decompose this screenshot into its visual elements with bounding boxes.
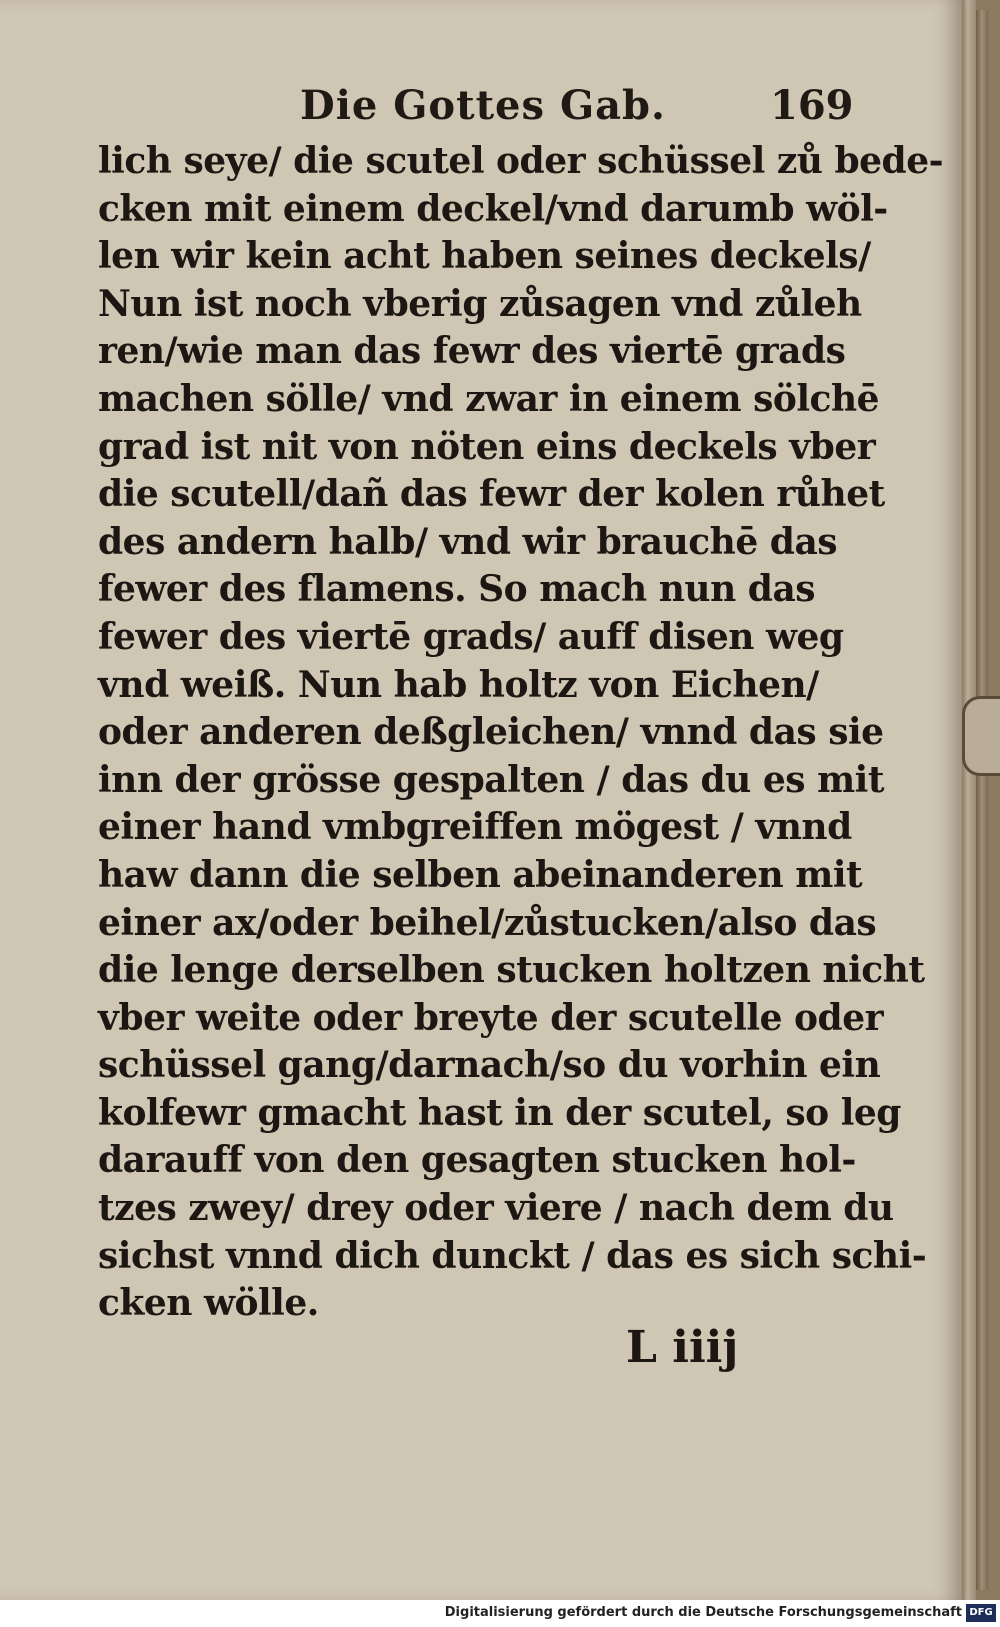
text-line: kolfewr gmacht hast in der scutel, so leg: [98, 1091, 901, 1134]
footer-credit: Digitalisierung gefördert durch die Deutsche Forschungsgemeinschaft: [444, 1605, 962, 1620]
page-number: 169: [770, 82, 854, 129]
book-cover-edge: [976, 10, 988, 1590]
text-line: ren/wie man das fewr des viertē grads: [98, 330, 846, 373]
body-text: [98, 138, 944, 1328]
text-line: tzes zwey/ drey oder viere / nach dem du: [98, 1187, 894, 1230]
signature-mark: L iiij: [626, 1322, 739, 1373]
text-line: einer ax/oder beihel/zůstucken/also das: [98, 901, 877, 944]
running-head: [300, 82, 860, 132]
text-line: cken wölle.: [98, 1282, 319, 1325]
text-line: des andern halb/ vnd wir brauchē das: [98, 520, 838, 563]
text-line: haw dann die selben abeinanderen mit: [98, 853, 863, 896]
text-line: darauff von den gesagten stucken hol-: [98, 1139, 856, 1182]
text-line: oder anderen deßgleichen/ vnnd das sie: [98, 711, 884, 754]
text-line: einer hand vmbgreiffen mögest / vnnd: [98, 806, 852, 849]
text-line: fewer des viertē grads/ auff disen weg: [98, 615, 844, 658]
text-line: machen sölle/ vnd zwar in einem sölchē: [98, 377, 880, 420]
text-line: Nun ist noch vberig zůsagen vnd zůleh: [98, 282, 862, 325]
text-line: sichst vnnd dich dunckt / das es sich schi-: [98, 1234, 927, 1277]
running-head-title: Die Gottes Gab.: [300, 82, 666, 129]
text-line: inn der grösse gespalten / das du es mit: [98, 758, 884, 801]
text-line: schüssel gang/darnach/so du vorhin ein: [98, 1044, 881, 1087]
text-line: die lenge derselben stucken holtzen nicht: [98, 949, 925, 992]
text-line: lich seye/ die scutel oder schüssel zů bede-: [98, 140, 944, 182]
book-clasp: [962, 696, 1000, 776]
page-edge: [962, 0, 976, 1600]
text-line: fewer des flamens. So mach nun das: [98, 568, 816, 611]
text-line: vnd weiß. Nun hab holtz von Eichen/: [98, 663, 819, 706]
text-line: vber weite oder breyte der scutelle oder: [98, 996, 884, 1039]
dfg-logo: DFG: [966, 1604, 996, 1622]
digitization-footer: [0, 1600, 1000, 1627]
text-line: die scutell/dañ das fewr der kolen růhet: [98, 473, 885, 516]
text-line: grad ist nit von nöten eins deckels vber: [98, 425, 876, 468]
text-line: len wir kein acht haben seines deckels/: [98, 235, 871, 278]
text-line: cken mit einem deckel/vnd darumb wöl-: [98, 187, 888, 230]
